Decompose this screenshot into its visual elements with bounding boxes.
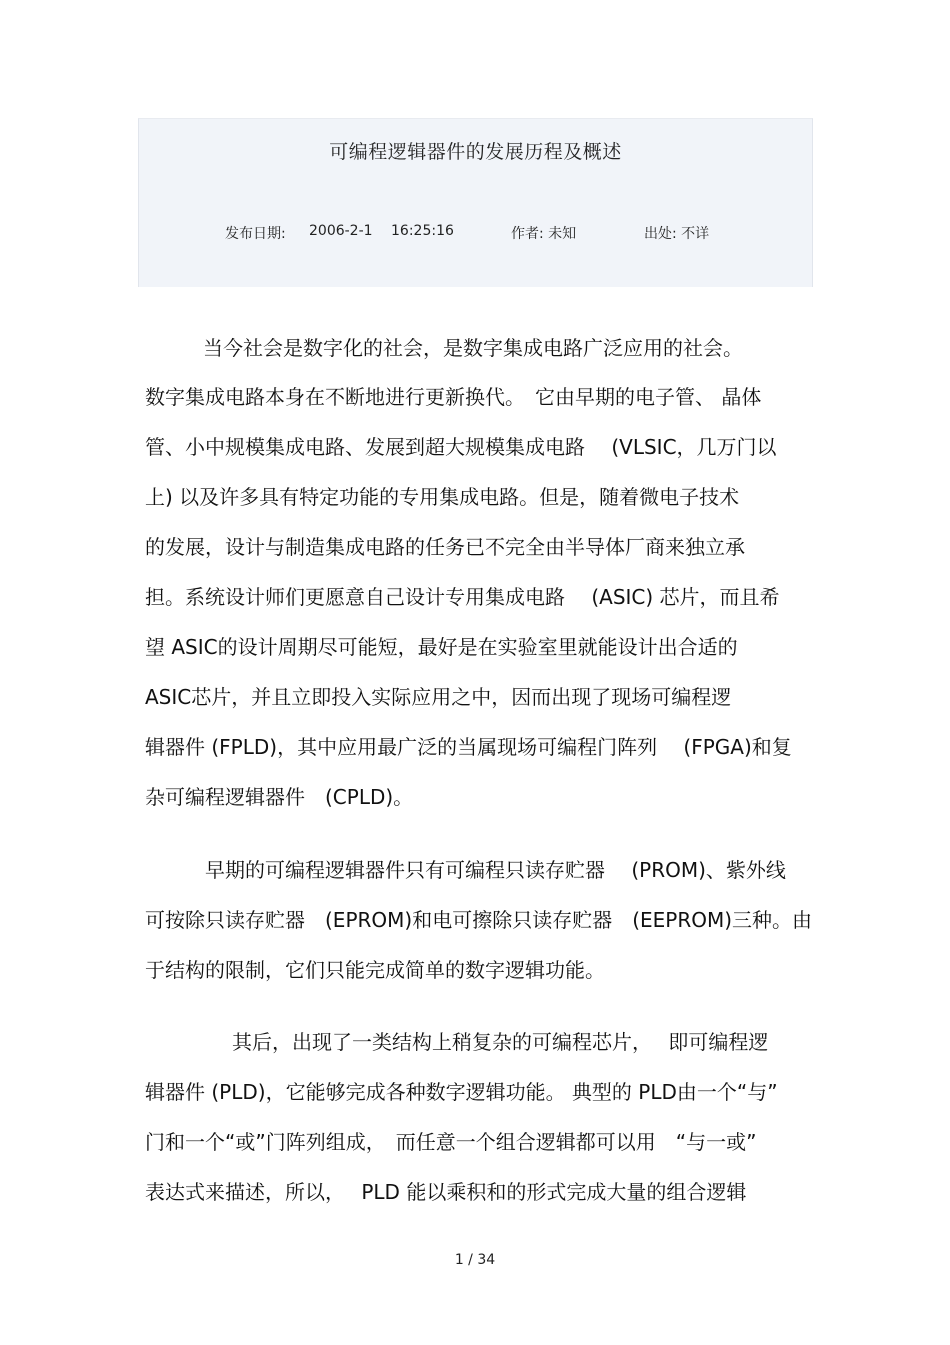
body-line: 管、小中规模集成电路、发展到超大规模集成电路 (VLSIC，几万门以 xyxy=(145,435,777,459)
body-line: 当今社会是数字化的社会，是数字集成电路广泛应用的社会。 xyxy=(203,336,743,360)
publish-time: 16:25:16 xyxy=(391,223,454,239)
article-header xyxy=(138,118,813,287)
body-line: 辑器件 (PLD)，它能够完成各种数字逻辑功能。 典型的 PLD由一个“与” xyxy=(145,1080,778,1104)
author: 作者: 未知 xyxy=(511,226,577,242)
body-line: 的发展，设计与制造集成电路的任务已不完全由半导体厂商来独立承 xyxy=(145,535,745,559)
body-line: 辑器件 (FPLD)，其中应用最广泛的当属现场可编程门阵列 (FPGA)和复 xyxy=(145,735,792,759)
publish-date: 2006-2-1 xyxy=(309,223,373,239)
body-line: 其后，出现了一类结构上稍复杂的可编程芯片， 即可编程逻 xyxy=(232,1030,769,1054)
body-line: ASIC芯片，并且立即投入实际应用之中，因而出现了现场可编程逻 xyxy=(145,685,732,709)
body-line: 于结构的限制，它们只能完成简单的数字逻辑功能。 xyxy=(145,958,605,982)
body-line: 望 ASIC的设计周期尽可能短，最好是在实验室里就能设计出合适的 xyxy=(145,635,738,659)
body-line: 担。系统设计师们更愿意自己设计专用集成电路 (ASIC) 芯片，而且希 xyxy=(145,585,780,609)
body-line: 可按除只读存贮器 (EPROM)和电可擦除只读存贮器 (EEPROM)三种。由 xyxy=(145,908,813,932)
publish-date-label: 发布日期: xyxy=(225,226,286,242)
article-title: 可编程逻辑器件的发展历程及概述 xyxy=(329,141,622,163)
body-line: 数字集成电路本身在不断地进行更新换代。 它由早期的电子管、 晶体 xyxy=(145,385,762,409)
source: 出处: 不详 xyxy=(644,226,710,242)
body-line: 门和一个“或”门阵列组成， 而任意一个组合逻辑都可以用 “与一或” xyxy=(145,1130,757,1154)
body-line: 表达式来描述，所以， PLD 能以乘积和的形式完成大量的组合逻辑 xyxy=(145,1180,747,1204)
page-number: 1 / 34 xyxy=(454,1252,496,1268)
body-line: 上) 以及许多具有特定功能的专用集成电路。但是，随着微电子技术 xyxy=(145,485,740,509)
body-line: 早期的可编程逻辑器件只有可编程只读存贮器 (PROM)、紫外线 xyxy=(205,858,786,882)
body-line: 杂可编程逻辑器件 (CPLD)。 xyxy=(145,785,414,809)
